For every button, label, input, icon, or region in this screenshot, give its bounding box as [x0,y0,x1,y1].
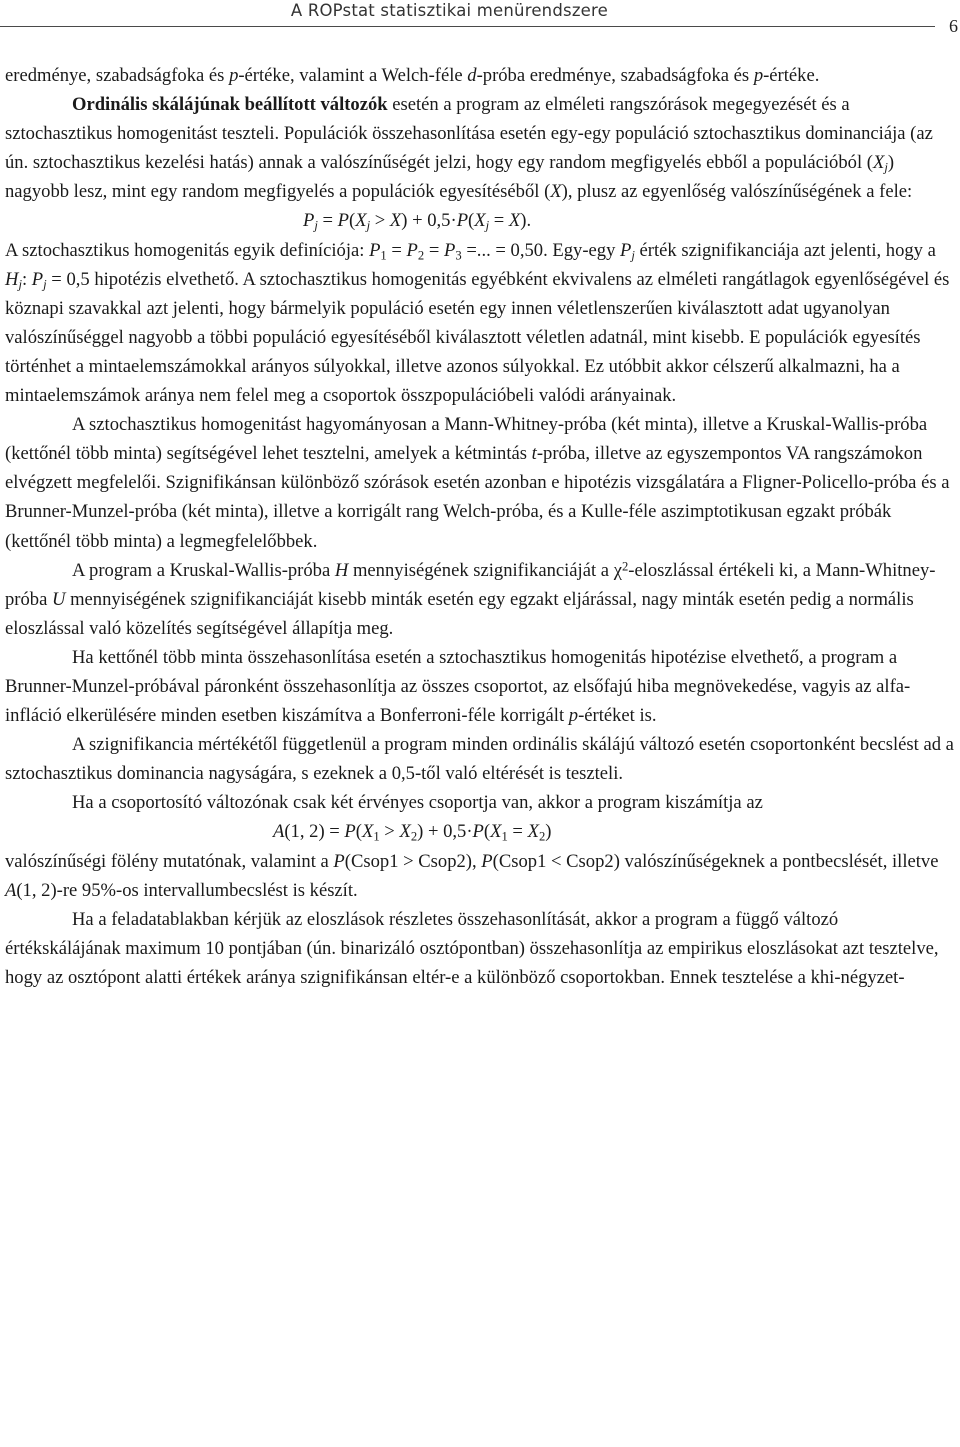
bold-term: Ordinális skálájúnak beállított változók [72,94,388,116]
page-number: 6 [949,16,958,36]
header-title: A ROPstat statisztikai menürendszere [290,1,608,20]
page-header [0,0,960,40]
document-body [5,61,955,992]
paragraph-3: A sztochasztikus homogenitás egyik definíciója: $P_1 = P_2 = P_3$ =... = 0,50. Egy-egy $P_j$ érték szignifikanciája azt jelenti, hogy a $H_j$: $P_j = 0,5$ hipotézis elvethető. A sztochasztikus homogenitás egyébként ekvivalens az elméleti rangátlagok egyenlőségével és köznapi szavakkal azt jelenti, hogy bármelyik populáció esetén egy innen véletlenszerűen kiválasztott adat ugyanolyan valószínűséggel nagyobb a többi populáció egyesítéséből kiválasztott véletlen adatnál, mint kisebb. E populációk egyesítés történhet a mintaelemszámokkal arányos súlyokkal, illetve azonos súlyokkal. Ez utóbbit akkor célszerű alkalmazni, ha a mintaelemszámok aránya nem felel meg a csoportok összpopulációbeli valódi arányainak. [5,239,950,407]
paragraph-2: Ordinális skálájúnak beállított változók esetén a program az elméleti rangszórások megegyezését és a sztochasztikus homogenitást teszteli. Populációk összehasonlítása esetén egy-egy populáció sztochasztikus dominanciája (az ún. sztochasztikus kezelési hatás) annak a valószínűségét jelzi, hogy egy random megfigyelés ebből a populációból $(X_j)$ nagyobb lesz, mint egy random megfigyelés a populációk egyesítéséből (X), plusz az egyenlőség valószínűségének a fele: [5,94,933,203]
paragraph-6: Ha kettőnél több minta összehasonlítása esetén a sztochasztikus homogenitás hipotézise elvethető, a program a Brunner-Munzel-próbával páronként összehasonlítja az összes csoportot, az elsőfajú hiba megnövekedése, vagyis az alfa-infláció elkerülésére minden esetben kiszámítva a Bonferroni-féle korrigált p-értéket is. [5,646,911,727]
header-rule [0,26,935,27]
paragraph-8: Ha a csoportosító változónak csak két érvényes csoportja van, akkor a program kiszámítja az [72,792,763,814]
formula-pj: $P_j = P(X_j > X) + 0,5\cdot P(X_j = X)$. [303,210,532,233]
paragraph-7: A szignifikancia mértékétől függetlenül a program minden ordinális skálájú változó esetén csoportonként becslést ad a sztochasztikus dominancia nagyságára, s ezeknek a 0,5-től való eltérését is teszteli. [5,734,954,785]
paragraph-5: A program a Kruskal-Wallis-próba H mennyiségének szignifikanciáját a $\chi^2$-eloszlással értékeli ki, a Mann-Whitney-próba U mennyiségének szignifikanciáját kisebb minták esetén egy egzakt eljárással, nagy minták esetén pedig a normális eloszlással való közelítés segítségével állapítja meg. [5,558,936,639]
paragraph-4: A sztochasztikus homogenitást hagyományosan a Mann-Whitney-próba (két minta), illetve a Kruskal-Wallis-próba (kettőnél több minta) segítségével lehet tesztelni, amelyek a kétmintás t-próba, illetve az egyszempontos VA rangszámokon elvégzett megfelelői. Szignifikánsan különböző szórások esetén azonban e hipotézis vizsgálatára a Fligner-Policello-próba és a Brunner-Munzel-próba (két minta), illetve a korrigált rang Welch-próba, és a Kulle-féle aszimptotikusan egzakt próbák (kettőnél több minta) a legmegfelelőbbek. [5,414,950,552]
paragraph-9: valószínűségi fölény mutatónak, valamint a P(Csop1 > Csop2), P(Csop1 < Csop2) valószínűségeknek a pontbecslését, illetve A(1, 2)-re 95%-os intervallumbecslést is készít. [5,850,939,901]
paragraph-1: eredménye, szabadságfoka és p-értéke, valamint a Welch-féle d-próba eredménye, szabadságfoka és p-értéke. [5,65,820,86]
formula-a12: A(1, $2) = P(X_1 > X_2) + 0,5\cdot P(X_1 = X_2)$ [273,821,552,844]
paragraph-10: Ha a feladatablakban kérjük az eloszlások részletes összehasonlítását, akkor a program a függő változó értékskálájának maximum 10 pontjában (ún. binarizáló osztópontban) összehasonlítja az empirikus eloszlásokat azt tesztelve, hogy az osztópont alatti értékek aránya szignifikánsan eltér-e a különböző csoportokban. Ennek tesztelése a khi-négyzet- [5,908,939,988]
